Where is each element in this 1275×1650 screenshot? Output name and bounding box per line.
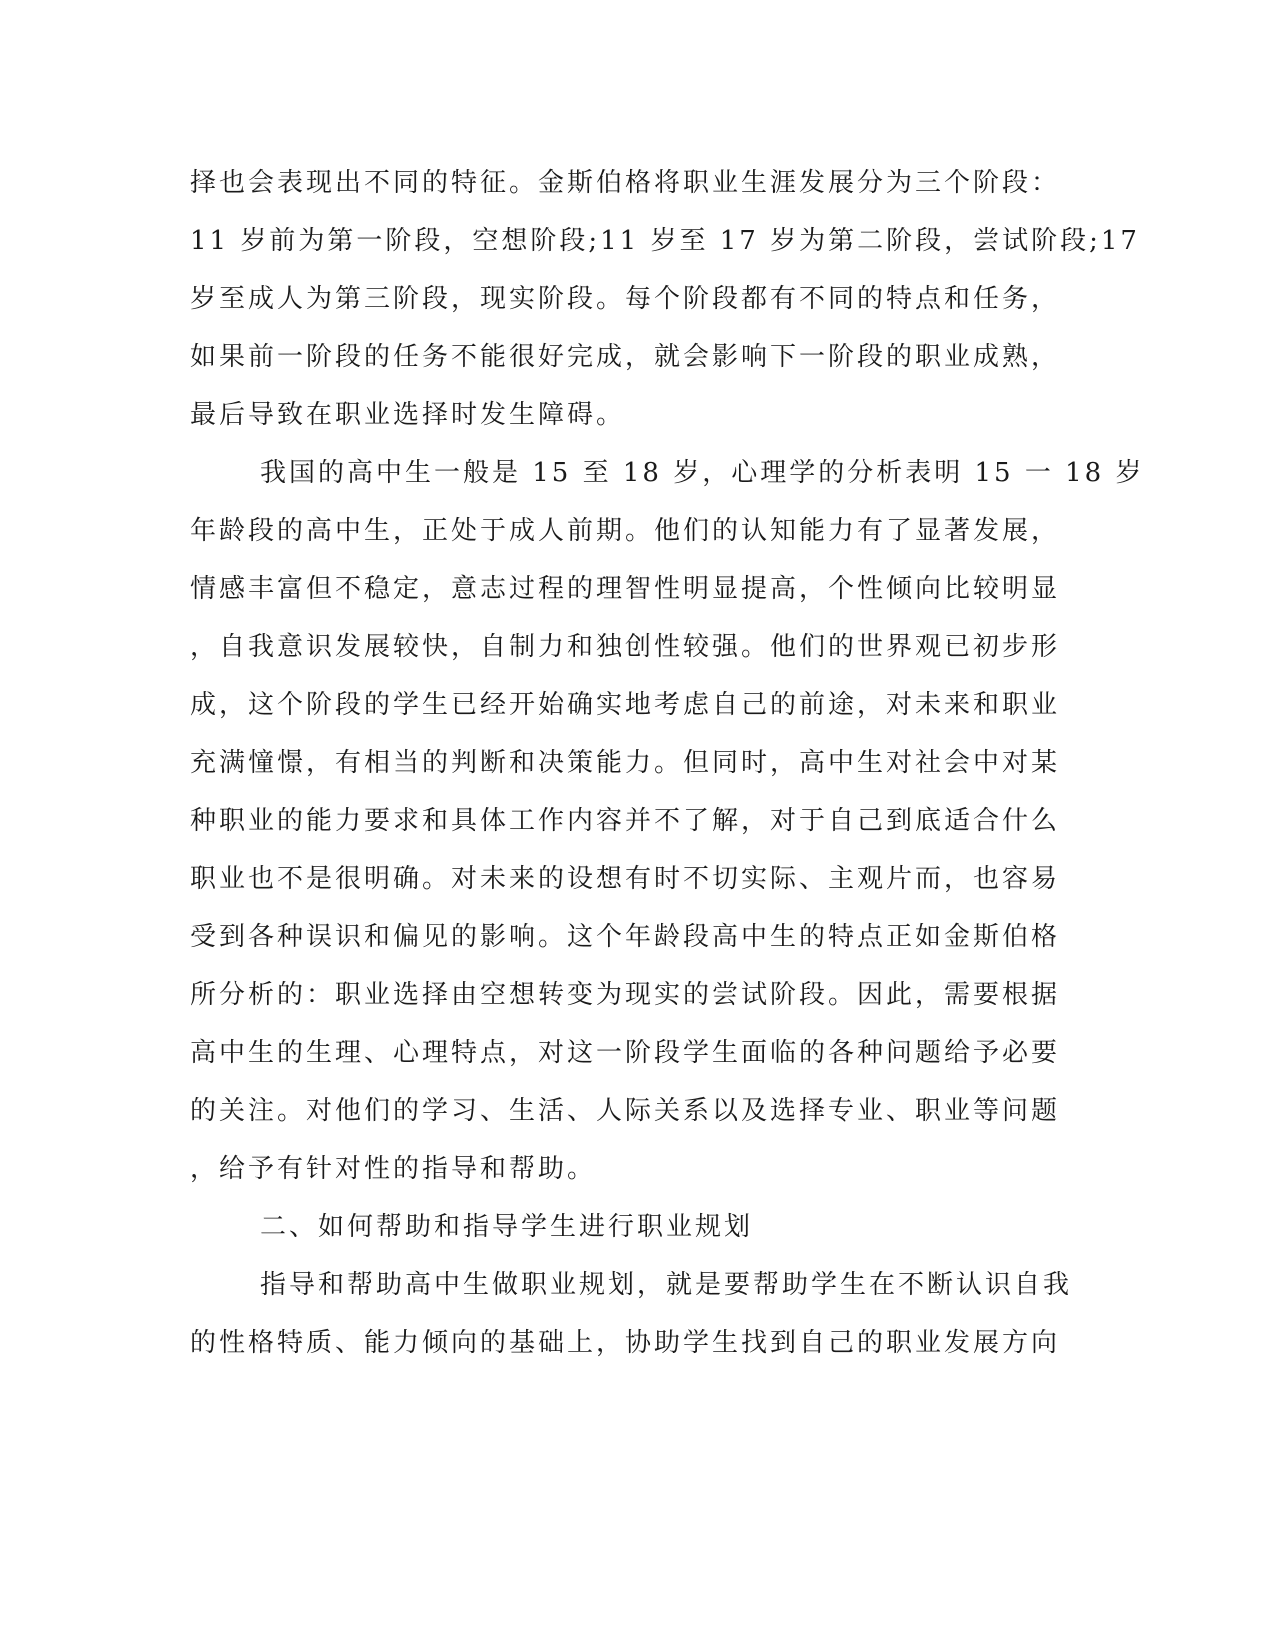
paragraph-2-line-9: 受到各种误识和偏见的影响。这个年龄段高中生的特点正如金斯伯格 — [190, 922, 1061, 952]
paragraph-2-line-8: 职业也不是很明确。对未来的设想有时不切实际、主观片而，也容易 — [190, 864, 1061, 894]
paragraph-3-line-2: 的性格特质、能力倾向的基础上，协助学生找到自己的职业发展方向 — [190, 1328, 1061, 1358]
paragraph-2-line-1: 我国的高中生一般是 15 至 18 岁，心理学的分析表明 15 一 18 岁 — [260, 458, 1145, 488]
paragraph-2-line-6: 充满憧憬，有相当的判断和决策能力。但同时，高中生对社会中对某 — [190, 748, 1061, 778]
section-heading: 二、如何帮助和指导学生进行职业规划 — [260, 1212, 754, 1242]
paragraph-3-line-1: 指导和帮助高中生做职业规划，就是要帮助学生在不断认识自我 — [260, 1270, 1073, 1300]
paragraph-2-line-2: 年龄段的高中生，正处于成人前期。他们的认知能力有了显著发展， — [190, 516, 1061, 546]
paragraph-2-line-5: 成，这个阶段的学生已经开始确实地考虑自己的前途，对未来和职业 — [190, 690, 1061, 720]
paragraph-2-line-10: 所分析的：职业选择由空想转变为现实的尝试阶段。因此，需要根据 — [190, 980, 1061, 1010]
paragraph-2-line-12: 的关注。对他们的学习、生活、人际关系以及选择专业、职业等问题 — [190, 1096, 1061, 1126]
paragraph-2-line-13: ，给予有针对性的指导和帮助。 — [190, 1154, 597, 1184]
paragraph-2-line-7: 种职业的能力要求和具体工作内容并不了解，对于自己到底适合什么 — [190, 806, 1061, 836]
paragraph-2-line-11: 高中生的生理、心理特点，对这一阶段学生面临的各种问题给予必要 — [190, 1038, 1061, 1068]
paragraph-1-line-2: 11 岁前为第一阶段，空想阶段;11 岁至 17 岁为第二阶段，尝试阶段;17 — [190, 226, 1140, 256]
paragraph-1-line-4: 如果前一阶段的任务不能很好完成，就会影响下一阶段的职业成熟， — [190, 342, 1061, 372]
paragraph-1-line-5: 最后导致在职业选择时发生障碍。 — [190, 400, 626, 430]
paragraph-2-line-3: 情感丰富但不稳定，意志过程的理智性明显提高，个性倾向比较明显 — [190, 574, 1061, 604]
paragraph-2-line-4: ，自我意识发展较快，自制力和独创性较强。他们的世界观已初步形 — [190, 632, 1061, 662]
paragraph-1-line-1: 择也会表现出不同的特征。金斯伯格将职业生涯发展分为三个阶段： — [190, 168, 1061, 198]
paragraph-1-line-3: 岁至成人为第三阶段，现实阶段。每个阶段都有不同的特点和任务， — [190, 284, 1061, 314]
